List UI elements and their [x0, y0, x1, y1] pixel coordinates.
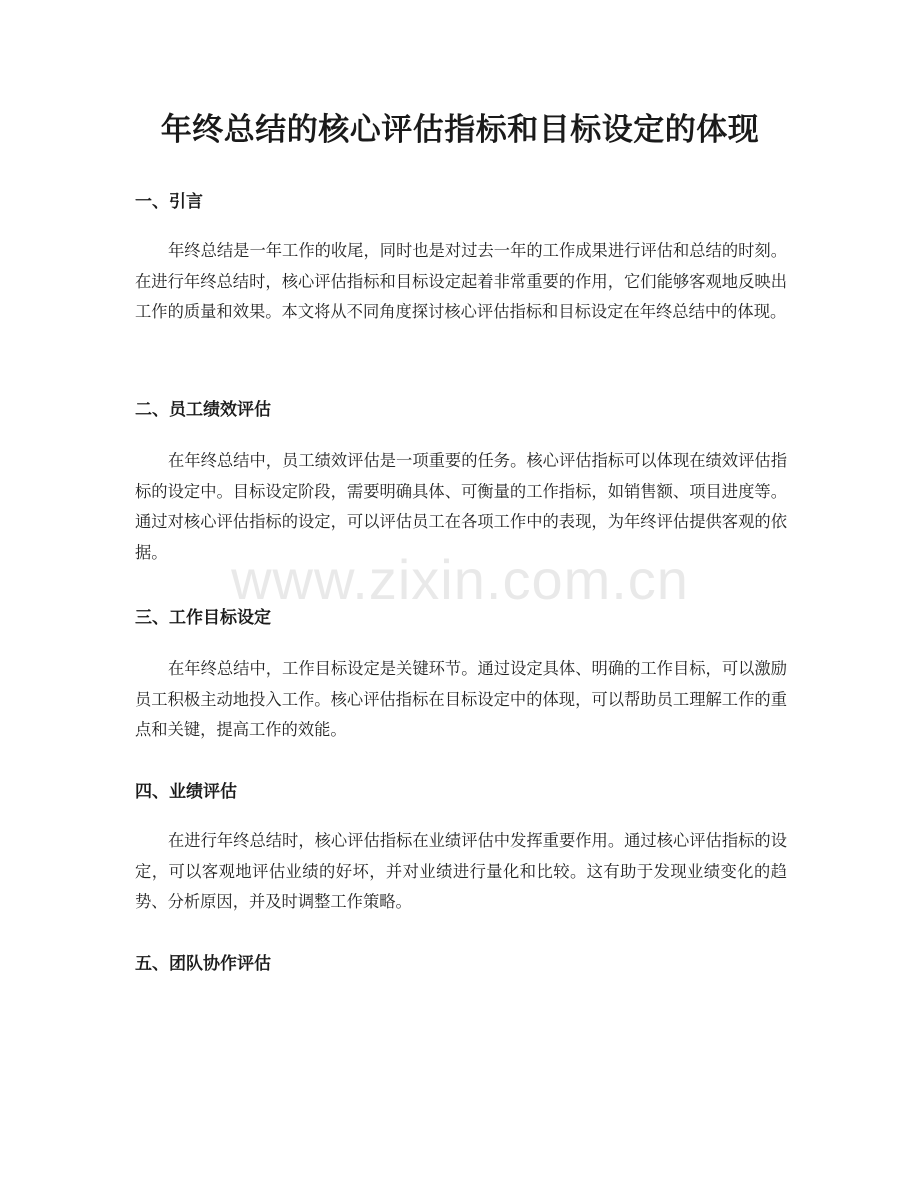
section-paragraph-performance-review: 在进行年终总结时，核心评估指标在业绩评估中发挥重要作用。通过核心评估指标的设定，可以客观地评估业绩的好坏，并对业绩进行量化和比较。这有助于发现业绩变化的趋势、分析原因，并及时调整工作策略。 [135, 831, 787, 911]
section-heading-work-goals: 三、工作目标设定 [135, 608, 271, 628]
section-paragraph-intro: 年终总结是一年工作的收尾，同时也是对过去一年的工作成果进行评估和总结的时刻。在进行年终总结时，核心评估指标和目标设定起着非常重要的作用，它们能够客观地反映出工作的质量和效果。本文将从不同角度探讨核心评估指标和目标设定在年终总结中的体现。 [135, 241, 787, 321]
watermark: www.zixin.com.cn [231, 548, 689, 611]
section-heading-intro: 一、引言 [135, 192, 203, 212]
section-heading-teamwork: 五、团队协作评估 [135, 954, 271, 974]
section-heading-performance-review: 四、业绩评估 [135, 782, 237, 802]
section-heading-employee-performance: 二、员工绩效评估 [135, 400, 271, 420]
section-paragraph-work-goals: 在年终总结中，工作目标设定是关键环节。通过设定具体、明确的工作目标，可以激励员工积极主动地投入工作。核心评估指标在目标设定中的体现，可以帮助员工理解工作的重点和关键，提高工作的效能。 [135, 659, 787, 739]
section-paragraph-employee-performance: 在年终总结中，员工绩效评估是一项重要的任务。核心评估指标可以体现在绩效评估指标的设定中。目标设定阶段，需要明确具体、可衡量的工作指标，如销售额、项目进度等。通过对核心评估指标的设定，可以评估员工在各项工作中的表现，为年终评估提供客观的依据。 [135, 451, 787, 562]
document-title: 年终总结的核心评估指标和目标设定的体现 [160, 112, 760, 148]
